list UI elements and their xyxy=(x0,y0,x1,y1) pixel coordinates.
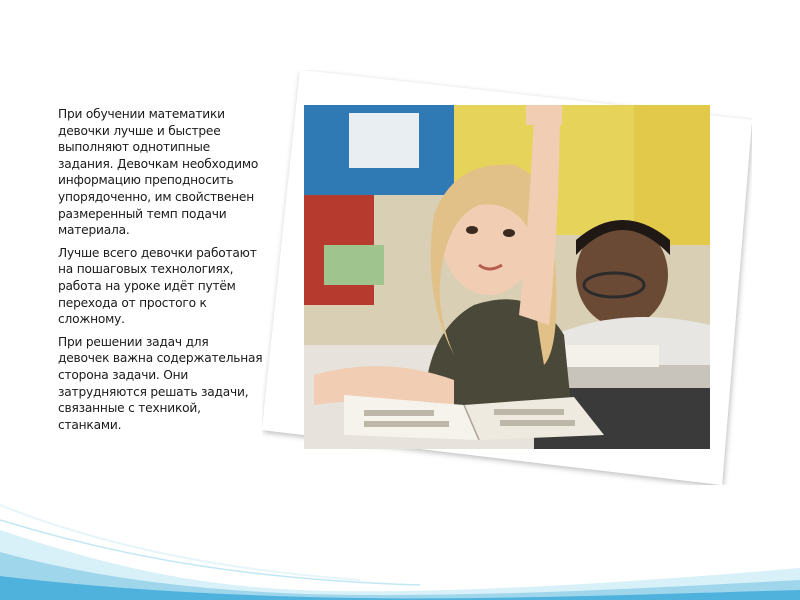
classroom-photo xyxy=(304,105,710,449)
paragraph-3: При решении задач для девочек важна содержательная сторона задачи. Они затрудняются решать задачи, связанные с техникой, станками. xyxy=(58,334,263,432)
body-text xyxy=(58,106,263,439)
photo-card xyxy=(262,70,752,485)
paragraph-1: При обучении математики девочки лучше и быстрее выполняют однотипные задания. Девочкам необходимо информацию преподносить упорядоченно, им свойственен размеренный темп подачи материала. xyxy=(58,107,259,238)
paragraph-2: Лучше всего девочки работают на пошаговых технологиях, работа на уроке идёт путём перехода от простого к сложному. xyxy=(58,245,257,327)
decorative-wave xyxy=(0,490,800,600)
